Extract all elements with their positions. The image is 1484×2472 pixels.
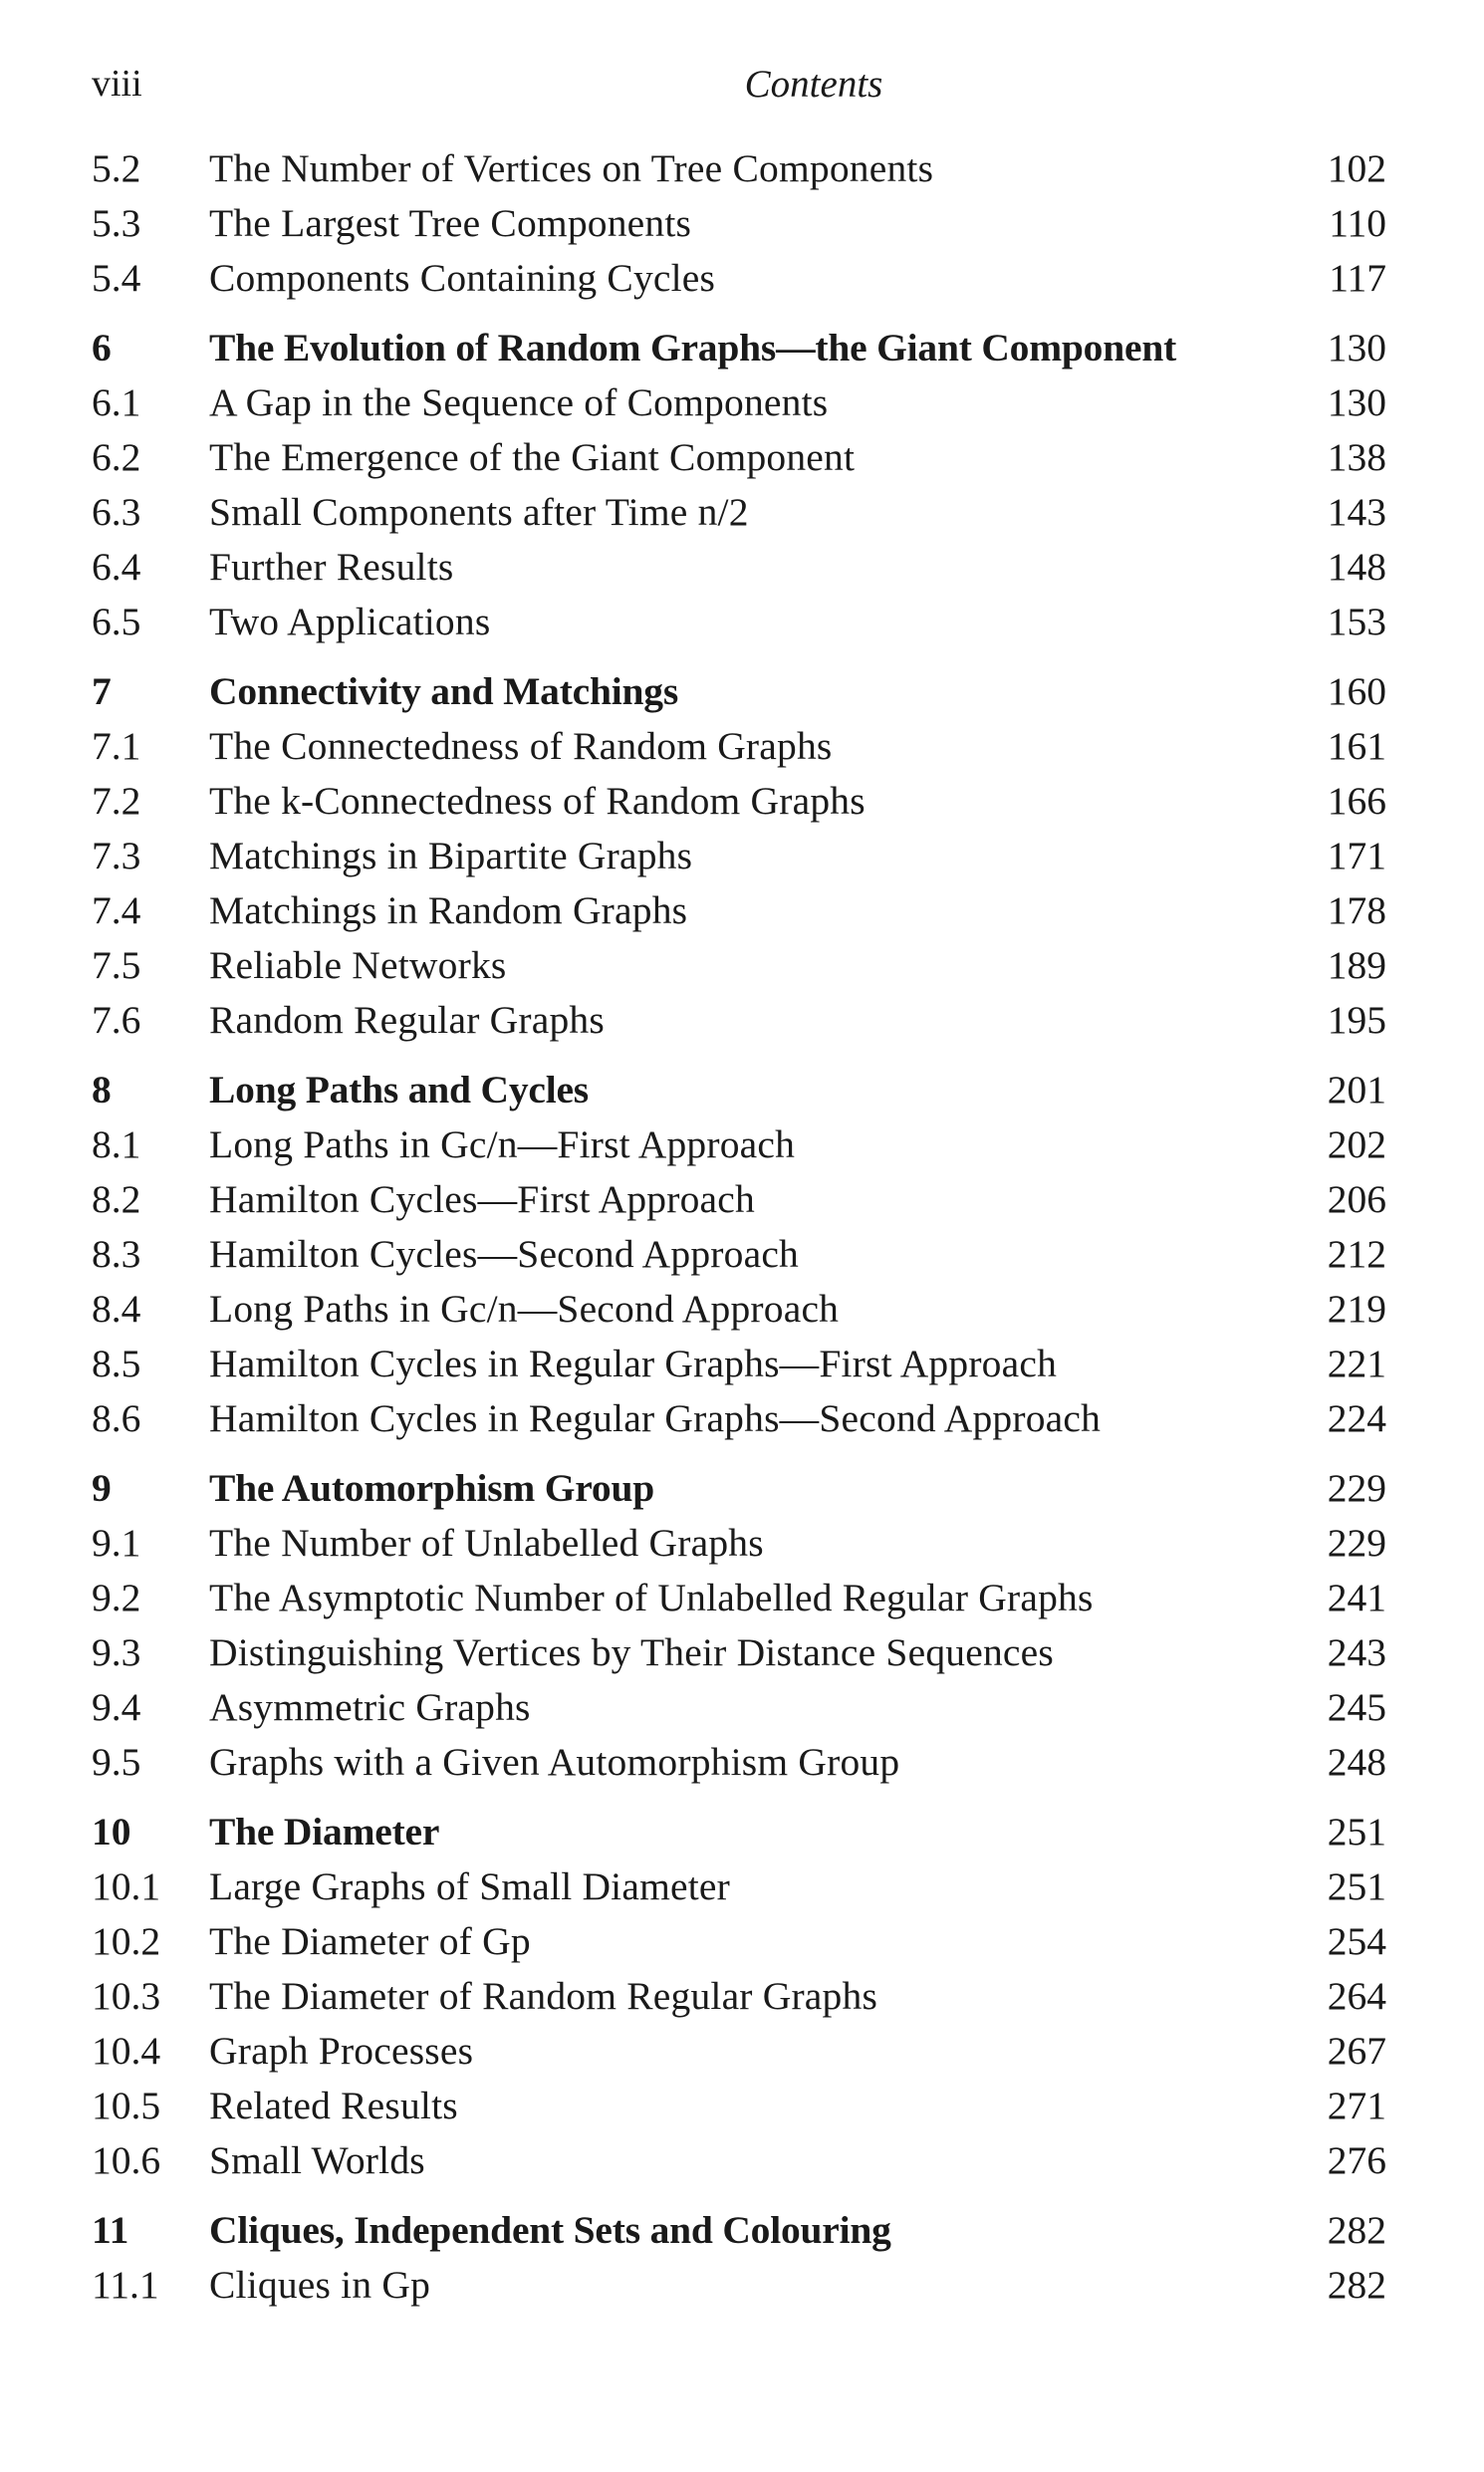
toc-section-row <box>92 2079 1386 2133</box>
running-title: Contents <box>744 63 883 106</box>
toc-entry-title: Reliable Networks <box>209 943 507 987</box>
toc-entry-title: Small Worlds <box>209 2138 425 2182</box>
toc-chapter-row <box>92 1805 1386 1859</box>
toc-entry-title: Small Components after Time n/2 <box>209 490 749 534</box>
toc-entry-number: 8.6 <box>92 1396 141 1440</box>
toc-section-row <box>92 1227 1386 1282</box>
toc-entry-number: 10.5 <box>92 2084 161 2127</box>
toc-entry-title: Hamilton Cycles in Regular Graphs—First Approach <box>209 1342 1058 1385</box>
toc-section-row <box>92 1625 1386 1680</box>
toc-entry-page: 264 <box>1327 1974 1386 2018</box>
toc-section-row <box>92 1516 1386 1571</box>
toc-entry-number: 9.5 <box>92 1740 141 1784</box>
toc-chapter-row <box>92 664 1386 719</box>
toc-entry-number: 7.1 <box>92 724 141 768</box>
toc-chapter-row <box>92 1063 1386 1117</box>
toc-entry-title: Hamilton Cycles in Regular Graphs—Second Approach <box>209 1396 1102 1440</box>
toc-entry-page: 166 <box>1327 779 1386 823</box>
toc-section-row <box>92 2258 1386 2313</box>
toc-section-row <box>92 938 1386 993</box>
toc-entry-page: 248 <box>1327 1740 1386 1784</box>
toc-entry-page: 171 <box>1327 834 1386 877</box>
toc-entry-number: 7.2 <box>92 779 141 823</box>
toc-entry-title: The Number of Unlabelled Graphs <box>209 1521 764 1565</box>
toc-entry-page: 178 <box>1327 888 1386 932</box>
toc-group <box>92 2203 1386 2313</box>
toc-entry-number: 8.3 <box>92 1232 141 1276</box>
toc-entry-number: 7.5 <box>92 943 141 987</box>
toc-entry-title: Graph Processes <box>209 2029 474 2073</box>
toc-entry-page: 138 <box>1327 435 1386 479</box>
toc-entry-title: The Largest Tree Components <box>209 201 692 245</box>
toc-entry-title: Matchings in Random Graphs <box>209 888 688 932</box>
toc-entry-title: The k-Connectedness of Random Graphs <box>209 779 866 823</box>
toc-entry-number: 10.3 <box>92 1974 161 2018</box>
toc-entry-page: 143 <box>1327 490 1386 534</box>
toc-entry-number: 7.6 <box>92 998 141 1042</box>
table-of-contents <box>92 141 1386 2328</box>
toc-entry-number: 7 <box>92 669 112 713</box>
toc-entry-page: 229 <box>1327 1466 1386 1510</box>
toc-entry-number: 10.4 <box>92 2029 161 2073</box>
toc-entry-page: 161 <box>1327 724 1386 768</box>
toc-entry-number: 8.2 <box>92 1177 141 1221</box>
toc-entry-number: 11 <box>92 2208 129 2252</box>
toc-entry-page: 110 <box>1329 201 1386 245</box>
toc-entry-number: 9.4 <box>92 1685 141 1729</box>
toc-section-row <box>92 1172 1386 1227</box>
toc-section-row <box>92 1571 1386 1625</box>
toc-section-row <box>92 485 1386 540</box>
toc-entry-page: 251 <box>1327 1810 1386 1854</box>
toc-entry-number: 7.4 <box>92 888 141 932</box>
toc-entry-title: The Emergence of the Giant Component <box>209 435 856 479</box>
toc-entry-number: 6.5 <box>92 600 141 643</box>
toc-entry-page: 153 <box>1327 600 1386 643</box>
toc-section-row <box>92 375 1386 430</box>
toc-group <box>92 1805 1386 2188</box>
toc-entry-page: 189 <box>1327 943 1386 987</box>
toc-section-row <box>92 719 1386 774</box>
toc-entry-number: 10.1 <box>92 1864 161 1908</box>
toc-section-row <box>92 993 1386 1048</box>
toc-section-row <box>92 1914 1386 1969</box>
toc-section-row <box>92 1282 1386 1337</box>
toc-group <box>92 321 1386 649</box>
toc-entry-title: The Diameter <box>209 1810 440 1854</box>
toc-entry-title: The Automorphism Group <box>209 1466 655 1510</box>
toc-entry-title: Further Results <box>209 545 454 589</box>
toc-entry-title: Components Containing Cycles <box>209 256 716 300</box>
toc-entry-title: Graphs with a Given Automorphism Group <box>209 1740 900 1784</box>
toc-section-row <box>92 141 1386 196</box>
toc-entry-title: Random Regular Graphs <box>209 998 605 1042</box>
toc-entry-number: 6.2 <box>92 435 141 479</box>
toc-entry-title: Long Paths in Gc/n—Second Approach <box>209 1287 840 1331</box>
toc-entry-number: 6.1 <box>92 380 141 424</box>
toc-entry-page: 267 <box>1327 2029 1386 2073</box>
toc-section-row <box>92 883 1386 938</box>
toc-entry-page: 229 <box>1327 1521 1386 1565</box>
page-header <box>92 62 1386 112</box>
toc-entry-title: A Gap in the Sequence of Components <box>209 380 829 424</box>
toc-entry-number: 11.1 <box>92 2263 159 2307</box>
toc-entry-title: Cliques in Gp <box>209 2263 431 2307</box>
toc-section-row <box>92 1391 1386 1446</box>
toc-entry-title: Long Paths in Gc/n—First Approach <box>209 1122 796 1166</box>
toc-entry-number: 10.6 <box>92 2138 161 2182</box>
toc-entry-page: 212 <box>1327 1232 1386 1276</box>
toc-entry-title: Hamilton Cycles—First Approach <box>209 1177 755 1221</box>
toc-section-row <box>92 540 1386 595</box>
toc-section-row <box>92 251 1386 306</box>
toc-entry-page: 130 <box>1327 326 1386 370</box>
toc-chapter-row <box>92 1461 1386 1516</box>
toc-entry-page: 245 <box>1327 1685 1386 1729</box>
toc-entry-title: The Connectedness of Random Graphs <box>209 724 833 768</box>
toc-entry-page: 282 <box>1327 2208 1386 2252</box>
toc-entry-page: 130 <box>1327 380 1386 424</box>
toc-entry-title: Long Paths and Cycles <box>209 1068 589 1112</box>
toc-entry-number: 9.1 <box>92 1521 141 1565</box>
toc-entry-number: 5.3 <box>92 201 141 245</box>
toc-entry-title: Connectivity and Matchings <box>209 669 679 713</box>
toc-chapter-row <box>92 2203 1386 2258</box>
toc-entry-title: Large Graphs of Small Diameter <box>209 1864 730 1908</box>
toc-entry-title: The Diameter of Gp <box>209 1919 531 1963</box>
toc-entry-number: 5.2 <box>92 146 141 190</box>
toc-entry-number: 9.2 <box>92 1576 141 1619</box>
toc-group <box>92 141 1386 306</box>
toc-section-row <box>92 430 1386 485</box>
toc-entry-number: 10.2 <box>92 1919 161 1963</box>
toc-entry-title: The Evolution of Random Graphs—the Giant Component <box>209 326 1177 370</box>
toc-section-row <box>92 1735 1386 1790</box>
toc-group <box>92 1063 1386 1446</box>
toc-entry-number: 8.1 <box>92 1122 141 1166</box>
toc-entry-page: 224 <box>1327 1396 1386 1440</box>
toc-entry-page: 117 <box>1329 256 1386 300</box>
toc-entry-title: Hamilton Cycles—Second Approach <box>209 1232 800 1276</box>
toc-section-row <box>92 829 1386 883</box>
toc-entry-title: Asymmetric Graphs <box>209 1685 531 1729</box>
toc-entry-page: 276 <box>1327 2138 1386 2182</box>
toc-entry-number: 7.3 <box>92 834 141 877</box>
toc-entry-page: 219 <box>1327 1287 1386 1331</box>
toc-entry-number: 9 <box>92 1466 112 1510</box>
toc-section-row <box>92 1117 1386 1172</box>
toc-entry-number: 8.5 <box>92 1342 141 1385</box>
toc-section-row <box>92 595 1386 649</box>
toc-entry-page: 243 <box>1327 1630 1386 1674</box>
toc-section-row <box>92 774 1386 829</box>
toc-entry-page: 202 <box>1327 1122 1386 1166</box>
toc-section-row <box>92 1969 1386 2024</box>
toc-entry-page: 148 <box>1327 545 1386 589</box>
toc-section-row <box>92 1859 1386 1914</box>
toc-entry-page: 201 <box>1327 1068 1386 1112</box>
toc-entry-page: 251 <box>1327 1864 1386 1908</box>
toc-entry-title: Two Applications <box>209 600 491 643</box>
toc-entry-number: 6.4 <box>92 545 141 589</box>
toc-entry-title: Distinguishing Vertices by Their Distance Sequences <box>209 1630 1054 1674</box>
toc-entry-title: The Asymptotic Number of Unlabelled Regular Graphs <box>209 1576 1094 1619</box>
toc-chapter-row <box>92 321 1386 375</box>
toc-section-row <box>92 2133 1386 2188</box>
toc-entry-title: Cliques, Independent Sets and Colouring <box>209 2208 891 2252</box>
toc-entry-page: 206 <box>1327 1177 1386 1221</box>
toc-entry-number: 9.3 <box>92 1630 141 1674</box>
toc-entry-page: 195 <box>1327 998 1386 1042</box>
toc-entry-number: 8 <box>92 1068 112 1112</box>
toc-entry-page: 282 <box>1327 2263 1386 2307</box>
page-number: viii <box>92 63 142 105</box>
toc-group <box>92 1461 1386 1790</box>
toc-section-row <box>92 1337 1386 1391</box>
toc-section-row <box>92 1680 1386 1735</box>
toc-entry-title: Related Results <box>209 2084 458 2127</box>
toc-entry-title: The Diameter of Random Regular Graphs <box>209 1974 878 2018</box>
toc-entry-number: 8.4 <box>92 1287 141 1331</box>
toc-entry-number: 5.4 <box>92 256 141 300</box>
toc-entry-title: The Number of Vertices on Tree Components <box>209 146 934 190</box>
toc-entry-page: 241 <box>1327 1576 1386 1619</box>
toc-entry-number: 10 <box>92 1810 131 1854</box>
toc-section-row <box>92 196 1386 251</box>
toc-group <box>92 664 1386 1048</box>
toc-entry-number: 6.3 <box>92 490 141 534</box>
toc-entry-number: 6 <box>92 326 112 370</box>
toc-entry-page: 160 <box>1327 669 1386 713</box>
toc-entry-page: 271 <box>1327 2084 1386 2127</box>
toc-section-row <box>92 2024 1386 2079</box>
toc-entry-page: 102 <box>1327 146 1386 190</box>
toc-entry-page: 221 <box>1327 1342 1386 1385</box>
toc-entry-title: Matchings in Bipartite Graphs <box>209 834 693 877</box>
toc-entry-page: 254 <box>1327 1919 1386 1963</box>
